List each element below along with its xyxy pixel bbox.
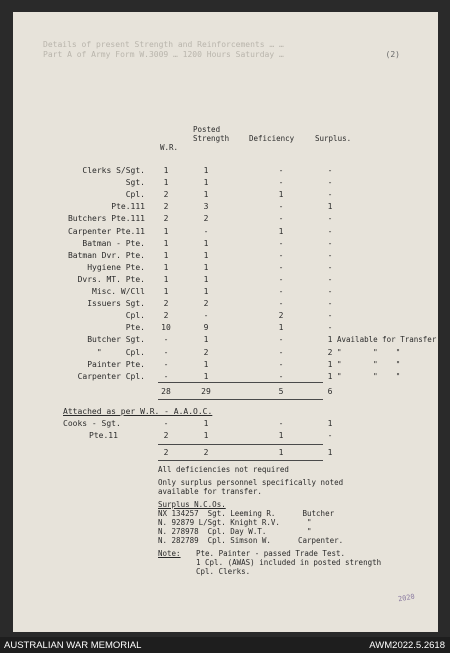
cell-wr: 1 — [163, 250, 169, 260]
total-wr: 28 — [161, 387, 171, 396]
table-row — [13, 250, 438, 261]
table-row — [13, 322, 438, 333]
transfer-note: Available for Transfer — [337, 335, 437, 345]
cell-deficiency: - — [278, 371, 284, 381]
transfer-note: " " " — [337, 359, 401, 369]
note-text-3: Cpl. Clerks. — [196, 567, 251, 576]
footer-accession: AWM2022.5.2618 — [369, 640, 445, 651]
note-label: Note: — [158, 549, 181, 558]
surplus-line-1: NX 134257 Sgt. Leeming R. Butcher — [158, 509, 335, 518]
faded-header-line-2: Part A of Army Form W.3009 … 1200 Hours Saturday … — [43, 50, 284, 59]
transfer-note: " " " — [337, 371, 401, 381]
cell-posted: 1 — [203, 262, 209, 272]
surplus-line-4: N. 282789 Cpl. Simson W. Carpenter. — [158, 536, 344, 545]
cell-surplus: - — [327, 262, 333, 272]
cell-deficiency: 1 — [278, 190, 284, 200]
document-sheet — [13, 12, 438, 632]
cell-wr: 2 — [163, 311, 169, 321]
row-label: Butcher Sgt. — [87, 335, 145, 345]
surplus-line-2: N. 92879 L/Sgt. Knight R.V. " — [158, 518, 312, 527]
table-row — [13, 213, 438, 224]
row-label: Pte. — [125, 323, 145, 333]
totals-row — [13, 386, 438, 397]
header-surplus: Surplus. — [315, 134, 352, 143]
cell-deficiency: - — [278, 238, 284, 248]
cell-surplus: - — [327, 323, 333, 333]
cell-posted: 1 — [203, 359, 209, 369]
total-posted: 29 — [201, 387, 211, 396]
attached-label-2: Pte.11 — [89, 431, 118, 440]
cell-deficiency: - — [278, 299, 284, 309]
cell-posted: - — [203, 311, 209, 321]
cell-deficiency: - — [278, 335, 284, 345]
note-line-3: available for transfer. — [158, 487, 262, 496]
cell-posted: - — [203, 226, 209, 236]
cell-deficiency: 1 — [278, 226, 284, 236]
table-row — [13, 298, 438, 309]
cell-wr: - — [163, 347, 169, 357]
table-row — [13, 359, 438, 370]
attached-label-1: Cooks - Sgt. — [63, 419, 121, 428]
cell-posted: 9 — [203, 323, 209, 333]
cell-deficiency: - — [278, 262, 284, 272]
row-label: Hygiene Pte. — [87, 262, 145, 272]
attached-wr-1: - — [163, 419, 169, 428]
cell-wr: 1 — [163, 166, 169, 175]
cell-surplus: - — [327, 287, 333, 296]
attached-row-1 — [13, 418, 438, 429]
row-label: Pte.111 — [111, 202, 145, 212]
attached-posted-2: 1 — [203, 431, 209, 440]
cell-surplus: - — [327, 274, 333, 284]
cell-deficiency: 1 — [278, 323, 284, 333]
attached-title: Attached as per W.R. - A.A.O.C. — [63, 407, 213, 416]
attached-posted-1: 1 — [203, 419, 209, 428]
note-text-2: 1 Cpl. (AWAS) included in posted strength — [196, 558, 382, 567]
cell-wr: 1 — [163, 178, 169, 188]
cell-surplus: 1 — [327, 202, 333, 212]
cell-deficiency: - — [278, 347, 284, 357]
cell-posted: 1 — [203, 190, 209, 200]
cell-posted: 1 — [203, 178, 209, 188]
transfer-note: " " " — [337, 347, 401, 357]
cell-surplus: - — [327, 238, 333, 248]
header-posted-strength: Posted Strength — [193, 125, 230, 143]
row-label: Painter Pte. — [87, 359, 145, 369]
cell-deficiency: - — [278, 166, 284, 175]
note-line-1: All deficiencies not required — [158, 465, 289, 474]
cell-surplus: - — [327, 190, 333, 200]
cell-posted: 1 — [203, 166, 209, 175]
cell-wr: 1 — [163, 274, 169, 284]
note-text-1: Pte. Painter - passed Trade Test. — [196, 549, 346, 558]
cell-deficiency: - — [278, 250, 284, 260]
row-label: Batman Dvr. Pte. — [67, 250, 145, 260]
row-label: Dvrs. MT. Pte. — [77, 274, 145, 284]
attached-rule-bottom — [158, 460, 323, 461]
cell-posted: 1 — [203, 274, 209, 284]
table-row — [13, 189, 438, 200]
cell-posted: 1 — [203, 238, 209, 248]
cell-surplus: 1 — [327, 335, 333, 345]
total-surplus: 6 — [327, 387, 333, 396]
cell-deficiency: - — [278, 178, 284, 188]
total-deficiency: 5 — [278, 387, 284, 396]
cell-deficiency: - — [278, 287, 284, 296]
cell-wr: 2 — [163, 299, 169, 309]
cell-wr: - — [163, 335, 169, 345]
cell-surplus: 2 — [327, 347, 333, 357]
header-deficiency: Deficiency — [249, 134, 295, 143]
cell-wr: 2 — [163, 214, 169, 224]
table-row — [13, 334, 438, 345]
cell-surplus: 1 — [327, 371, 333, 381]
table-row — [13, 165, 438, 176]
cell-wr: 1 — [163, 226, 169, 236]
page-number: (2) — [385, 50, 400, 59]
cell-deficiency: - — [278, 359, 284, 369]
attached-rule-top — [158, 444, 323, 445]
cell-deficiency: - — [278, 202, 284, 212]
table-row — [13, 201, 438, 212]
table-row — [13, 177, 438, 188]
cell-surplus: 1 — [327, 359, 333, 369]
table-row — [13, 262, 438, 273]
attached-total-posted: 2 — [203, 448, 209, 457]
row-label: Cpl. — [125, 190, 145, 200]
cell-surplus: - — [327, 214, 333, 224]
attached-wr-2: 2 — [163, 431, 169, 440]
attached-sur-1: 1 — [327, 419, 333, 428]
cell-posted: 2 — [203, 299, 209, 309]
surplus-title: Surplus N.C.Os. — [158, 500, 226, 509]
cell-posted: 1 — [203, 371, 209, 381]
cell-surplus: - — [327, 299, 333, 309]
cell-wr: - — [163, 359, 169, 369]
row-label: " Cpl. — [96, 347, 145, 357]
row-label: Clerks S/Sgt. — [82, 166, 145, 175]
table-row — [13, 286, 438, 297]
table-row — [13, 371, 438, 382]
cell-deficiency: - — [278, 274, 284, 284]
attached-row-2 — [13, 430, 438, 441]
attached-sur-2: - — [327, 431, 333, 440]
cell-surplus: - — [327, 311, 333, 321]
table-row — [13, 310, 438, 321]
attached-total-wr: 2 — [163, 448, 169, 457]
totals-rule-bottom — [158, 399, 323, 400]
stamp-mark: 2020 — [397, 592, 416, 604]
footer-bar — [0, 637, 450, 653]
row-label: Sgt. — [125, 178, 145, 188]
table-row — [13, 347, 438, 358]
faded-header-line-1: Details of present Strength and Reinforcements … … — [43, 40, 284, 49]
attached-def-1: - — [278, 419, 284, 428]
header-wr: W.R. — [160, 143, 179, 152]
row-label: Batman - Pte. — [82, 238, 145, 248]
row-label: Issuers Sgt. — [87, 299, 145, 309]
table-row — [13, 274, 438, 285]
note-line-2: Only surplus personnel specifically noted — [158, 478, 344, 487]
cell-posted: 2 — [203, 214, 209, 224]
cell-wr: 1 — [163, 238, 169, 248]
row-label: Carpenter Pte.11 — [67, 226, 145, 236]
table-row — [13, 238, 438, 249]
row-label: Carpenter Cpl. — [77, 371, 145, 381]
cell-surplus: - — [327, 166, 333, 175]
cell-wr: 10 — [161, 323, 171, 333]
cell-posted: 2 — [203, 347, 209, 357]
footer-source: AUSTRALIAN WAR MEMORIAL — [4, 640, 142, 651]
cell-surplus: - — [327, 226, 333, 236]
cell-deficiency: - — [278, 214, 284, 224]
cell-surplus: - — [327, 178, 333, 188]
attached-totals-row — [13, 447, 438, 458]
row-label: Cpl. — [125, 311, 145, 321]
totals-rule-top — [158, 382, 323, 383]
cell-wr: 1 — [163, 287, 169, 296]
cell-surplus: - — [327, 250, 333, 260]
cell-posted: 1 — [203, 250, 209, 260]
attached-total-sur: 1 — [327, 448, 333, 457]
cell-wr: 2 — [163, 190, 169, 200]
faded-header — [43, 40, 433, 60]
cell-deficiency: 2 — [278, 311, 284, 321]
surplus-line-3: N. 278978 Cpl. Day W.T. " — [158, 527, 312, 536]
cell-posted: 3 — [203, 202, 209, 212]
cell-posted: 1 — [203, 335, 209, 345]
attached-total-def: 1 — [278, 448, 284, 457]
table-row — [13, 226, 438, 237]
attached-def-2: 1 — [278, 431, 284, 440]
row-label: Butchers Pte.111 — [67, 214, 145, 224]
cell-posted: 1 — [203, 287, 209, 296]
cell-wr: 1 — [163, 262, 169, 272]
cell-wr: - — [163, 371, 169, 381]
row-label: Misc. W/Cll — [92, 287, 145, 296]
cell-wr: 2 — [163, 202, 169, 212]
